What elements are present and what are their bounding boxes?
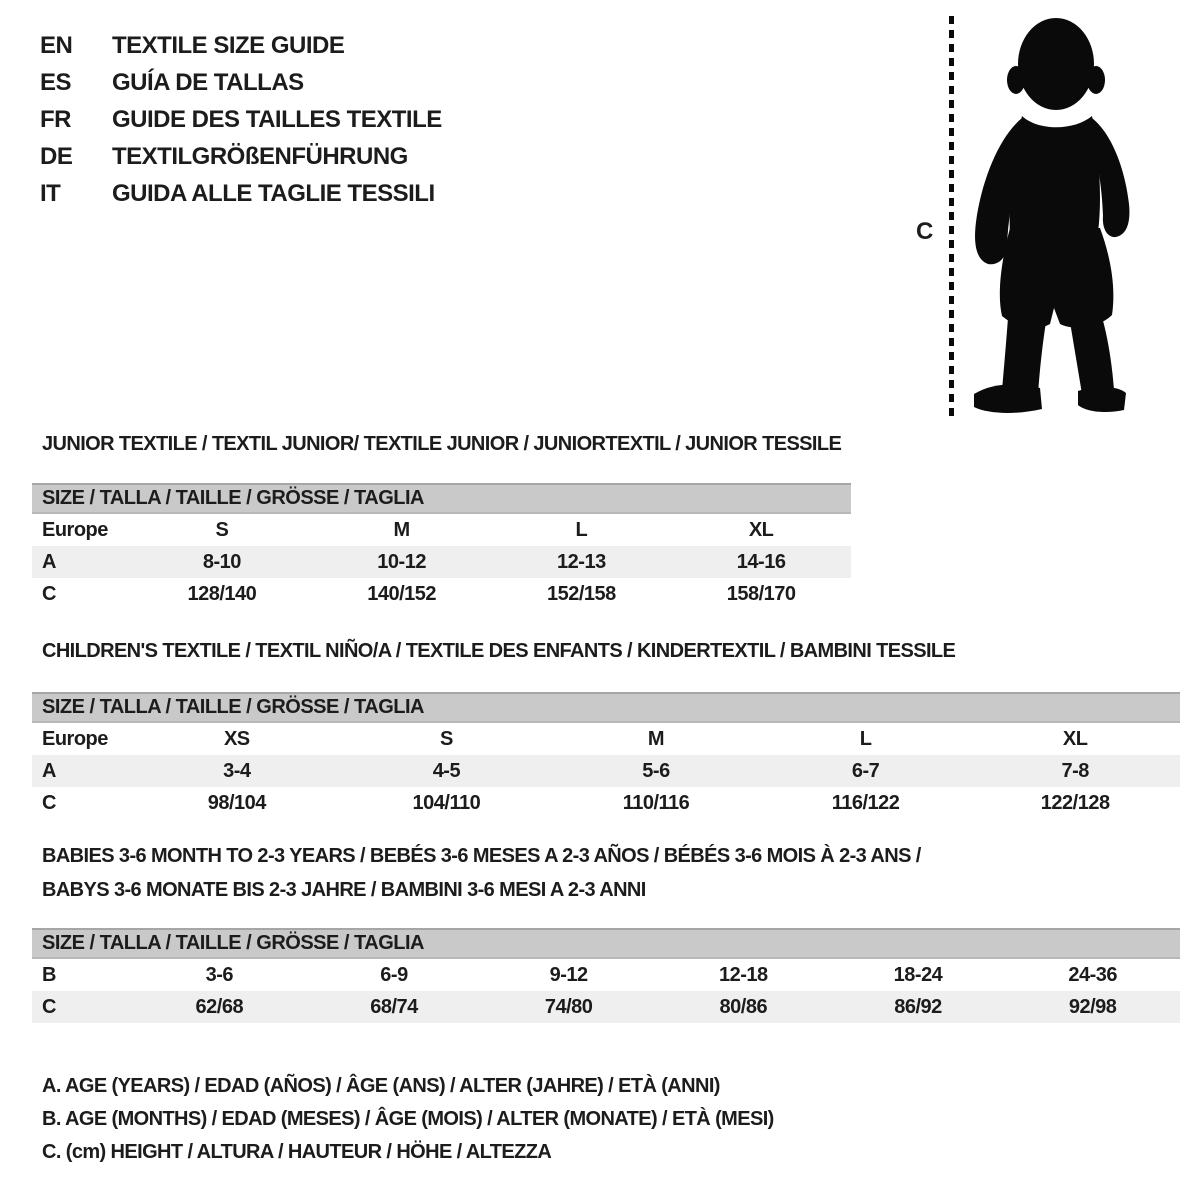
size-cell: L xyxy=(859,727,872,750)
babies-section-heading-line2: BABYS 3-6 MONATE BIS 2-3 JAHRE / BAMBINI 3-6 MESI A 2-3 ANNI xyxy=(42,879,646,901)
guide-title: GUIDE DES TAILLES TEXTILE xyxy=(112,105,442,133)
junior-section-heading: JUNIOR TEXTILE / TEXTIL JUNIOR/ TEXTILE JUNIOR / JUNIORTEXTIL / JUNIOR TESSILE xyxy=(42,433,842,455)
legend-line-a: A. AGE (YEARS) / EDAD (AÑOS) / ÂGE (ANS) / ALTER (JAHRE) / ETÀ (ANNI) xyxy=(42,1075,720,1097)
size-table-children xyxy=(32,692,1180,819)
guide-title: GUIDA ALLE TAGLIE TESSILI xyxy=(112,179,435,207)
size-cell: 152/158 xyxy=(546,582,616,605)
size-table-babies xyxy=(32,928,1180,1023)
language-code: EN xyxy=(40,31,73,59)
row-label: C xyxy=(42,582,56,605)
toddler-silhouette xyxy=(962,14,1136,420)
guide-title: GUÍA DE TALLAS xyxy=(112,68,304,96)
table-row-age-years xyxy=(32,755,1180,787)
size-cell: 86/92 xyxy=(894,995,942,1018)
size-cell: 14-16 xyxy=(736,550,786,573)
size-cell: 110/116 xyxy=(622,791,690,814)
size-header-label: SIZE / TALLA / TAILLE / GRÖSSE / TAGLIA xyxy=(42,487,424,509)
language-code: FR xyxy=(40,105,71,133)
size-cell: M xyxy=(647,727,665,750)
guide-title: TEXTILE SIZE GUIDE xyxy=(112,31,345,59)
size-cell: 128/140 xyxy=(187,582,257,605)
table-row-age-months xyxy=(32,959,1180,991)
size-cell: 24-36 xyxy=(1068,963,1117,986)
size-cell: 18-24 xyxy=(893,963,943,986)
row-label: Europe xyxy=(42,727,108,750)
size-cell: 6-9 xyxy=(380,963,408,986)
row-label: C xyxy=(42,791,56,814)
row-label: Europe xyxy=(42,518,108,541)
language-row-en xyxy=(40,27,442,64)
size-cell: 158/170 xyxy=(726,582,796,605)
size-cell: 12-13 xyxy=(557,550,606,573)
size-cell: 4-5 xyxy=(432,759,461,782)
size-cell: 104/110 xyxy=(412,791,481,814)
size-cell: 7-8 xyxy=(1061,759,1089,782)
size-cell: 62/68 xyxy=(195,995,244,1018)
language-row-es xyxy=(40,64,442,101)
size-cell: 9-12 xyxy=(549,963,588,986)
size-cell: 5-6 xyxy=(642,759,670,782)
language-title-block xyxy=(40,27,442,212)
size-cell: 122/128 xyxy=(1040,791,1110,814)
measure-legend xyxy=(42,1070,774,1169)
size-cell: 3-4 xyxy=(223,759,251,782)
row-label: C xyxy=(42,995,56,1018)
size-cell: S xyxy=(215,518,229,541)
legend-line-c: C. (cm) HEIGHT / ALTURA / HAUTEUR / HÖHE / ALTEZZA xyxy=(42,1141,552,1163)
size-cell: M xyxy=(393,518,410,541)
size-cell: XL xyxy=(748,518,774,541)
guide-title: TEXTILGRÖßENFÜHRUNG xyxy=(112,142,408,170)
row-label: A xyxy=(42,759,56,782)
language-row-fr xyxy=(40,101,442,138)
size-table-junior xyxy=(32,483,851,610)
size-cell: 74/80 xyxy=(544,995,593,1018)
legend-line-b: B. AGE (MONTHS) / EDAD (MESES) / ÂGE (MOIS) / ALTER (MONATE) / ETÀ (MESI) xyxy=(42,1108,774,1130)
language-code: IT xyxy=(40,179,61,207)
size-cell: 6-7 xyxy=(851,759,880,782)
language-code: ES xyxy=(40,68,72,96)
size-cell: 68/74 xyxy=(370,995,418,1018)
row-label: B xyxy=(42,963,56,986)
size-header-label: SIZE / TALLA / TAILLE / GRÖSSE / TAGLIA xyxy=(42,932,424,954)
size-cell: L xyxy=(575,518,588,541)
table-row-height-cm xyxy=(32,787,1180,819)
size-header-label: SIZE / TALLA / TAILLE / GRÖSSE / TAGLIA xyxy=(42,696,424,718)
size-cell: 12-18 xyxy=(719,963,768,986)
size-cell: 3-6 xyxy=(205,963,234,986)
size-cell: XL xyxy=(1062,727,1088,750)
table-row-europe xyxy=(32,723,1180,755)
size-cell: S xyxy=(439,727,453,750)
language-row-de xyxy=(40,138,442,175)
children-section-heading: CHILDREN'S TEXTILE / TEXTIL NIÑO/A / TEXTILE DES ENFANTS / KINDERTEXTIL / BAMBINI TESSILE xyxy=(42,640,956,662)
size-cell: 92/98 xyxy=(1068,995,1117,1018)
language-code: DE xyxy=(40,142,73,170)
size-cell: 10-12 xyxy=(377,550,426,573)
size-header-bar xyxy=(32,483,851,514)
table-row-height-cm xyxy=(32,991,1180,1023)
height-measure-dashed-line xyxy=(949,16,954,416)
size-cell: 98/104 xyxy=(207,791,266,814)
size-cell: 8-10 xyxy=(202,550,241,573)
language-row-it xyxy=(40,175,442,212)
size-cell: XS xyxy=(223,727,250,750)
size-header-bar xyxy=(32,692,1180,723)
height-measure-label: C xyxy=(916,218,933,245)
babies-section-heading-line1: BABIES 3-6 MONTH TO 2-3 YEARS / BEBÉS 3-6 MESES A 2-3 AÑOS / BÉBÉS 3-6 MOIS À 2-3 ANS / xyxy=(42,845,921,867)
size-cell: 116/122 xyxy=(831,791,900,814)
size-cell: 140/152 xyxy=(367,582,437,605)
table-row-age-years xyxy=(32,546,851,578)
row-label: A xyxy=(42,550,56,573)
size-cell: 80/86 xyxy=(719,995,768,1018)
table-row-europe xyxy=(32,514,851,546)
table-row-height-cm xyxy=(32,578,851,610)
size-header-bar xyxy=(32,928,1180,959)
